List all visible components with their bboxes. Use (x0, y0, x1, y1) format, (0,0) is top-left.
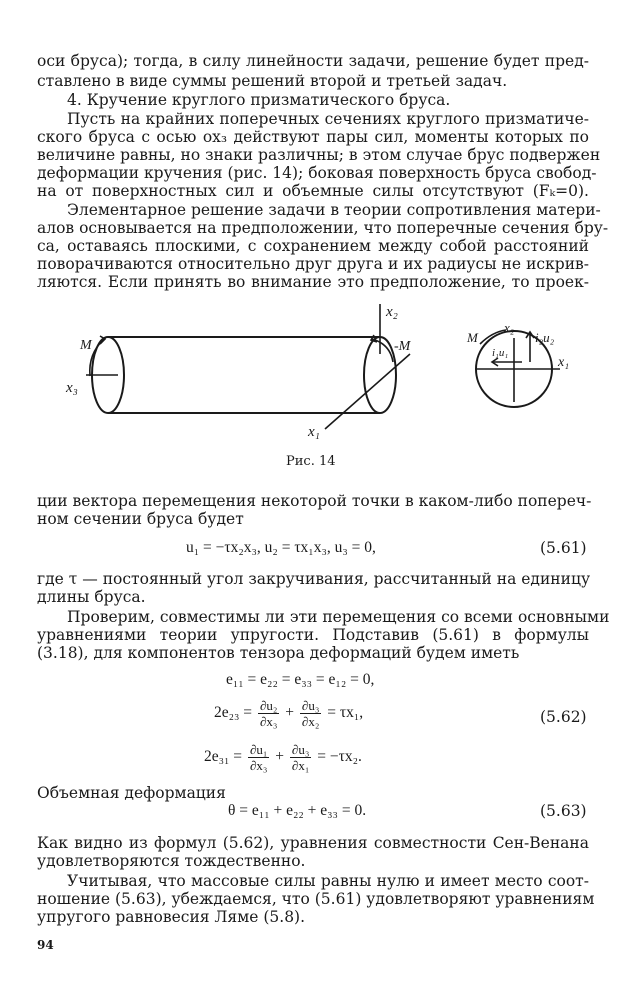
fraction (248, 742, 269, 773)
text-line: Пусть на крайних поперечных сечениях круглого призматиче- (67, 110, 589, 128)
text-line: где τ — постоянный угол закручивания, рассчитанный на единицу (37, 570, 591, 588)
fig-label-x3: x₃ (66, 380, 78, 396)
equation-5-62c: 2e₃₁ = $\frac{\text{∂u₁}}{\text{∂x₃}}$ + $\frac{\text{∂u₃}}{\text{∂x₁}}$ = −τx₂. (204, 742, 362, 773)
eq-rhs: = −τx₂. (317, 748, 362, 766)
fig-label-x2: x₂ (386, 304, 398, 320)
figure-caption: Рис. 14 (286, 454, 336, 469)
moment-right-arrow (372, 339, 393, 362)
denominator: ∂x₁ (291, 758, 310, 773)
text-line: деформации кручения (рис. 14); боковая поверхность бруса свобод- (37, 164, 597, 182)
fraction (258, 698, 279, 729)
page-number: 94 (37, 938, 54, 952)
numerator: ∂u₃ (301, 698, 320, 713)
denominator: ∂x₂ (301, 714, 320, 729)
fig-label-i1u1: i₁u₁ (492, 347, 509, 359)
figure-14 (60, 294, 580, 454)
text-line: са, оставаясь плоскими, с сохранением между собой расстояний (37, 237, 589, 255)
text-line: ставлено в виде суммы решений второй и третьей задач. (37, 72, 508, 90)
text-line: Элементарное решение задачи в теории сопротивления матери- (67, 201, 601, 219)
text-line: на от поверхностных сил и объемные силы отсутствуют (Fₖ=0). (37, 182, 589, 200)
text-line: ляются. Если принять во внимание это предположение, то проек- (37, 273, 589, 291)
fig-label-i2u2: i₂u₂ (535, 330, 555, 345)
text-line: Учитывая, что массовые силы равны нулю и имеет место соот- (67, 872, 589, 890)
fig-label-x1-circle: x₁ (558, 355, 570, 370)
equation-number: (5.61) (540, 539, 587, 557)
equation-number: (5.62) (540, 708, 587, 726)
text-line: алов основывается на предположении, что поперечные сечения бру- (37, 219, 609, 237)
numerator: ∂u₂ (259, 698, 278, 713)
text-line: Проверим, совместимы ли эти перемещения со всеми основными (67, 608, 610, 626)
fig-label-M-right: -M (394, 339, 411, 354)
text-line: уравнениями теории упругости. Подставив (5.61) в формулы (37, 626, 589, 644)
fig-label-M-left: M (80, 338, 92, 353)
text-line: ном сечении бруса будет (37, 510, 244, 528)
text-line: ского бруса с осью ox₃ действуют пары сил, моменты которых по (37, 128, 589, 146)
section-heading: 4. Кручение круглого призматического бруса. (67, 91, 451, 109)
text-line: длины бруса. (37, 588, 146, 606)
text-line: оси бруса); тогда, в силу линейности задачи, решение будет пред- (37, 52, 589, 70)
equation-5-63: θ = e₁₁ + e₂₂ + e₃₃ = 0. (228, 802, 367, 819)
numerator: ∂u₁ (249, 742, 268, 757)
eq-rhs: = τx₁, (327, 704, 364, 722)
equation-5-62b: 2e₂₃ = $\frac{\text{∂u₂}}{\text{∂x₃}}$ + $\frac{\text{∂u₃}}{\text{∂x₂}}$ = τx₁, (214, 698, 364, 729)
fraction (300, 698, 321, 729)
fig-label-x1: x₁ (308, 424, 320, 440)
eq-lhs: 2e₂₃ = (214, 704, 253, 722)
denominator: ∂x₃ (249, 758, 268, 773)
text-line: удовлетворяются тождественно. (37, 852, 306, 870)
equation-5-61: u₁ = −τx₂x₃, u₂ = τx₁x₃, u₃ = 0, (186, 539, 376, 556)
equation-number: (5.63) (540, 802, 587, 820)
text-line: (3.18), для компонентов тензора деформаций будем иметь (37, 644, 520, 662)
text-line: ношение (5.63), убеждаемся, что (5.61) удовлетворяют уравнениям (37, 890, 595, 908)
denominator: ∂x₃ (259, 714, 278, 729)
axis-x1 (325, 354, 410, 429)
fraction (290, 742, 311, 773)
text-line: Как видно из формул (5.62), уравнения совместности Сен-Венана (37, 834, 589, 852)
equation-5-62a: e₁₁ = e₂₂ = e₃₃ = e₁₂ = 0, (226, 671, 375, 688)
eq-lhs: 2e₃₁ = (204, 748, 243, 766)
text-line: Объемная деформация (37, 784, 226, 802)
fig-label-x2-circle: x₂ (504, 320, 515, 335)
text-line: поворачиваются относительно друг друга и их радиусы не искрив- (37, 255, 589, 273)
numerator: ∂u₃ (291, 742, 310, 757)
text-line: величине равны, но знаки различны; в этом случае брус подвержен (37, 146, 601, 164)
text-line: упругого равновесия Ляме (5.8). (37, 908, 306, 926)
fig-label-M-circle: M (467, 330, 478, 345)
text-line: ции вектора перемещения некоторой точки в каком-либо попереч- (37, 492, 592, 510)
